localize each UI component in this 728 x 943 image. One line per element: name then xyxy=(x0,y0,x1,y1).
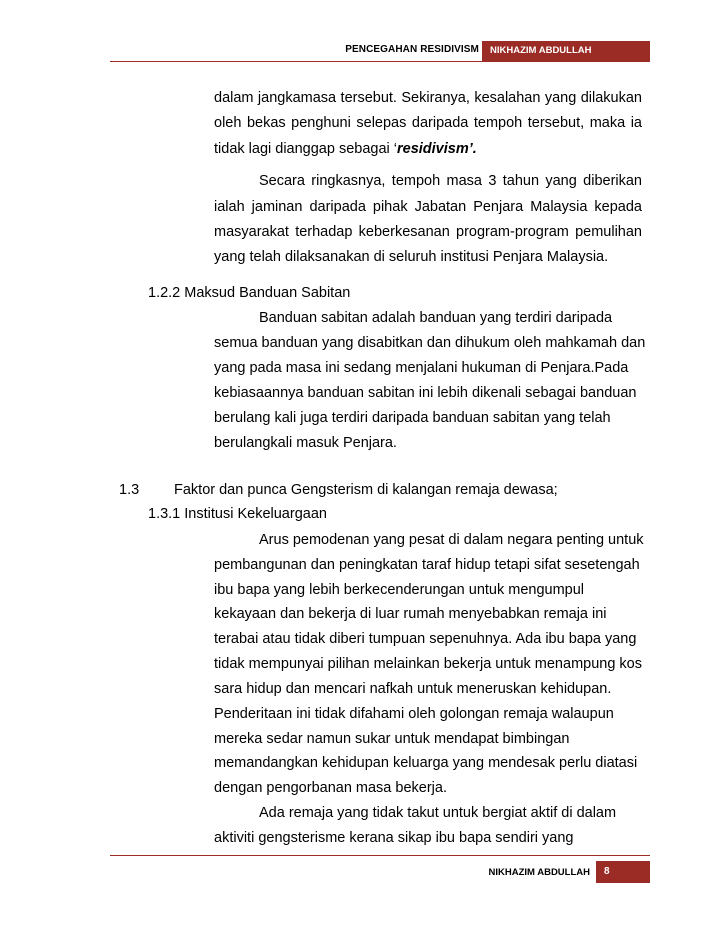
text-line: masyarakat terhadap keberkesanan program-program pemulihan xyxy=(214,224,642,240)
page-header xyxy=(110,41,650,61)
text-line: aktiviti gengsterisme kerana sikap ibu bapa sendiri yang xyxy=(214,830,574,846)
text-line: sara hidup dan mencari nafkah untuk meneruskan kehidupan. xyxy=(214,681,612,697)
text-line: yang telah dilaksanakan di seluruh institusi Penjara Malaysia. xyxy=(214,249,609,265)
text-line: dengan pengorbanan masa bekerja. xyxy=(214,780,447,796)
page-number-badge: 8 xyxy=(596,861,650,883)
text-line: tidak mempunyai pilihan melainkan bekerja untuk menampung kos xyxy=(214,656,642,672)
text-line: ibu bapa yang lebih berkecenderungan untuk mengumpul xyxy=(214,582,585,598)
text-line: berulang kali juga terdiri daripada banduan sabitan yang telah xyxy=(214,410,611,426)
text-span: tidak lagi dianggap sebagai ‘ xyxy=(214,141,397,157)
text-line: Banduan sabitan adalah banduan yang terdiri daripada xyxy=(259,310,613,326)
text-line: mereka sedar namun sukar untuk mendapat bimbingan xyxy=(214,731,570,747)
emphasis-residivism: residivism’. xyxy=(397,141,477,157)
text-line: pembangunan dan peningkatan taraf hidup tetapi sifat sesetengah xyxy=(214,557,640,573)
section-heading-1-2-2: 1.2.2 Maksud Banduan Sabitan xyxy=(148,285,351,301)
text-line: yang pada masa ini sedang menjalani hukuman di Penjara.Pada xyxy=(214,360,629,376)
header-author-badge: NIKHAZIM ABDULLAH xyxy=(482,41,650,61)
text-line: dalam jangkamasa tersebut. Sekiranya, kesalahan yang dilakukan xyxy=(214,90,642,106)
text-line: Penderitaan ini tidak difahami oleh golongan remaja walaupun xyxy=(214,706,614,722)
page-footer xyxy=(110,855,650,885)
text-line: Secara ringkasnya, tempoh masa 3 tahun yang diberikan xyxy=(259,173,642,189)
text-line: Arus pemodenan yang pesat di dalam negara penting untuk xyxy=(259,532,644,548)
text-line: ialah jaminan daripada pihak Jabatan Penjara Malaysia kepada xyxy=(214,199,642,215)
text-line: memandangkan kehidupan keluarga yang mendesak perlu diatasi xyxy=(214,755,638,771)
text-line: terabai atau tidak diberi tumpuan sepenuhnya. Ada ibu bapa yang xyxy=(214,631,637,647)
section-heading-1-3-1: 1.3.1 Institusi Kekeluargaan xyxy=(148,506,327,522)
header-title: PENCEGAHAN RESIDIVISM xyxy=(345,44,479,55)
text-line: berulangkali masuk Penjara. xyxy=(214,435,397,451)
text-line: semua banduan yang disabitkan dan dihukum oleh mahkamah dan xyxy=(214,335,646,351)
text-line: Ada remaja yang tidak takut untuk bergiat aktif di dalam xyxy=(259,805,617,821)
text-line: oleh bekas penghuni selepas daripada tempoh tersebut, maka ia xyxy=(214,115,642,131)
section-heading-1-3: Faktor dan punca Gengsterism di kalangan remaja dewasa; xyxy=(174,482,558,498)
text-line: kebiasaannya banduan sabitan ini lebih dikenali sebagai banduan xyxy=(214,385,637,401)
section-number-1-3: 1.3 xyxy=(119,482,140,498)
footer-rule xyxy=(110,855,650,856)
header-rule xyxy=(110,61,650,62)
footer-author: NIKHAZIM ABDULLAH xyxy=(488,867,590,878)
text-line: kekayaan dan bekerja di luar rumah menyebabkan remaja ini xyxy=(214,606,607,622)
text-line xyxy=(214,140,477,158)
